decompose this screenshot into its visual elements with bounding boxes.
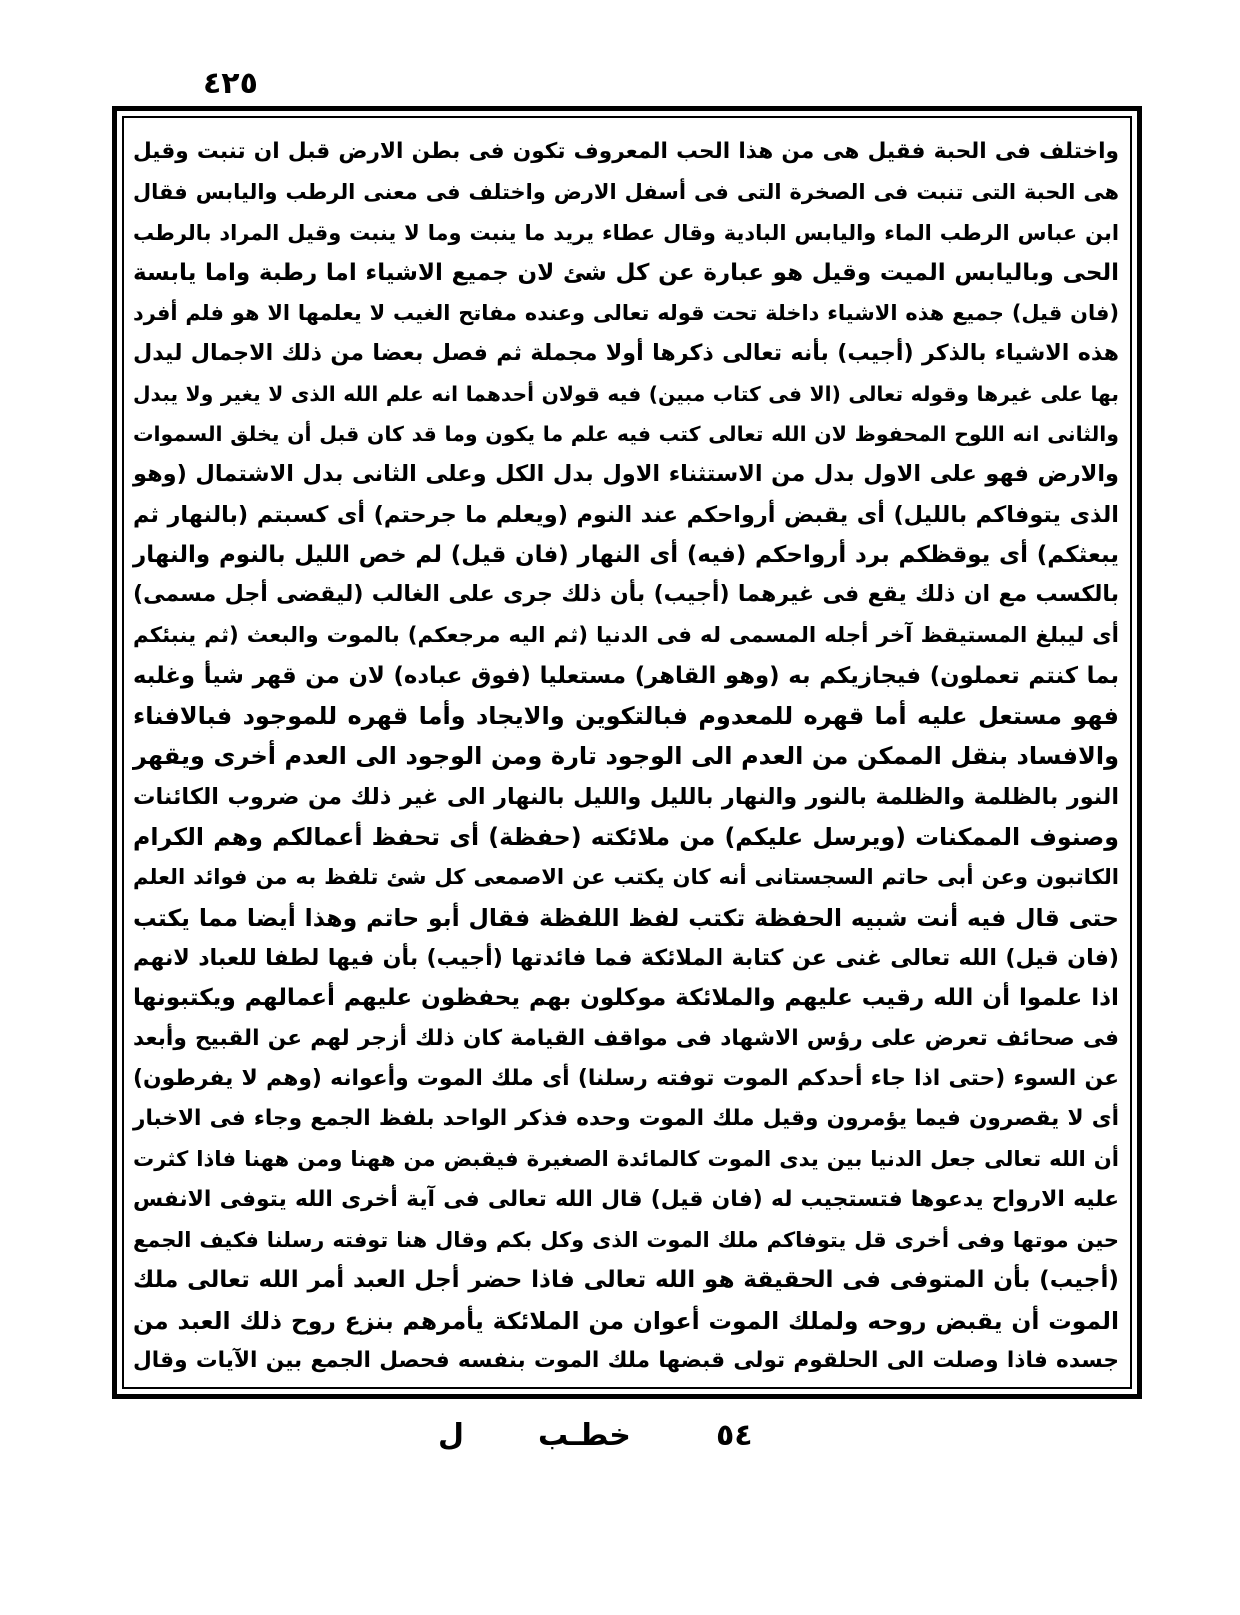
- text-line-content: حين موتها وفى أخرى قل يتوفاكم ملك الموت الذى وكل بكم وقال هنا توفته رسلنا فكيف الجمع: [133, 1228, 1119, 1253]
- text-line: [133, 1260, 1119, 1300]
- text-line: [133, 374, 1119, 414]
- text-line: [133, 454, 1119, 494]
- text-line: [133, 1059, 1119, 1099]
- text-line-content: والافساد بنقل الممكن من العدم الى الوجود تارة ومن الوجود الى العدم أخرى ويقهر: [133, 742, 1119, 771]
- text-line: [133, 616, 1119, 656]
- text-line: [133, 172, 1119, 212]
- text-line: [133, 1139, 1119, 1179]
- text-line: [133, 656, 1119, 696]
- text-line-content: الحى وباليابس الميت وقيل هو عبارة عن كل شئ لان جميع الاشياء اما رطبة واما يابسة: [133, 259, 1119, 286]
- text-line-content: (فان قيل) الله تعالى غنى عن كتابة الملائكة فما فائدتها (أجيب) بأن فيها لطفا للعباد لانهم: [133, 944, 1119, 971]
- text-line-content: أى ليبلغ المستيقظ آخر أجله المسمى له فى الدنيا (ثم اليه مرجعكم) بالموت والبعث (ثم ينبئكم: [133, 622, 1119, 648]
- text-line-content: حتى قال فيه أنت شبيه الحفظة تكتب لفظ اللفظة فقال أبو حاتم وهذا أيضا مما يكتب: [133, 903, 1119, 932]
- text-line: [133, 293, 1119, 333]
- text-line-content: اذا علموا أن الله رقيب عليهم والملائكة موكلون بهم يحفظون عليهم أعمالهم ويكتبونها: [133, 984, 1119, 1012]
- signature-letter: ل: [438, 1418, 465, 1453]
- text-line-content: والثانى انه اللوح المحفوظ لان الله تعالى كتب فيه علم ما يكون وما قد كان قبل أن يخلق السموات: [133, 422, 1119, 447]
- text-line: [133, 857, 1119, 897]
- text-line-content: أى لا يقصرون فيما يؤمرون وقيل ملك الموت وحده فذكر الواحد بلفظ الجمع وجاء فى الاخبار: [133, 1106, 1119, 1132]
- text-line-content: هذه الاشياء بالذكر (أجيب) بأنه تعالى ذكرها أولا مجملة ثم فصل بعضا من ذلك الاجمال ليدل: [133, 340, 1119, 367]
- text-line-content: وصنوف الممكنات (ويرسل عليكم) من ملائكته (حفظة) أى تحفظ أعمالكم وهم الكرام: [133, 823, 1119, 852]
- text-line: [133, 777, 1119, 817]
- text-line: [133, 1341, 1119, 1381]
- text-line-content: فى صحائف تعرض على رؤس الاشهاد فى مواقف القيامة كان ذلك أزجر لهم عن القبيح وأبعد: [133, 1025, 1119, 1051]
- text-line: [133, 1019, 1119, 1059]
- signature-word: خطـب: [538, 1418, 631, 1453]
- page-number: ٤٢٥: [203, 66, 258, 101]
- text-line-content: الموت أن يقبض روحه ولملك الموت أعوان من الملائكة يأمرهم بنزع روح ذلك العبد من: [133, 1306, 1119, 1335]
- text-line: [133, 736, 1119, 776]
- text-line-content: عليه الارواح يدعوها فتستجيب له (فان قيل) قال الله تعالى فى آية أخرى الله يتوفى الانفس: [133, 1186, 1119, 1212]
- text-line-content: (أجيب) بأن المتوفى فى الحقيقة هو الله تعالى فاذا حضر أجل العبد أمر الله تعالى ملك: [133, 1266, 1119, 1294]
- body-text: [133, 132, 1119, 1381]
- text-line: [133, 898, 1119, 938]
- text-line: [133, 333, 1119, 373]
- text-line: [133, 1180, 1119, 1220]
- text-line: [133, 978, 1119, 1018]
- text-line-content: (فان قيل) جميع هذه الاشياء داخلة تحت قوله تعالى وعنده مفاتح الغيب لا يعلمها الا هو فلم أفرد: [133, 301, 1119, 326]
- text-line-content: بالكسب مع ان ذلك يقع فى غيرهما (أجيب) بأن ذلك جرى على الغالب (ليقضى أجل مسمى): [133, 582, 1119, 608]
- text-line: [133, 495, 1119, 535]
- text-line: [133, 253, 1119, 293]
- text-line-content: ابن عباس الرطب الماء واليابس البادية وقال عطاء يريد ما ينبت وما لا ينبت وقيل المراد بالرطب: [133, 220, 1119, 245]
- text-line-content: فهو مستعل عليه أما قهره للمعدوم فبالتكوين والايجاد وأما قهره للموجود فبالافناء: [133, 702, 1119, 731]
- text-line-content: جسده فاذا وصلت الى الحلقوم تولى قبضها ملك الموت بنفسه فحصل الجمع بين الآيات وقال: [133, 1347, 1119, 1373]
- text-line: [133, 535, 1119, 575]
- text-line-content: والارض فهو على الاول بدل من الاستثناء الاول بدل الكل وعلى الثانى بدل الاشتمال (وهو: [133, 461, 1119, 488]
- text-line-content: عن السوء (حتى اذا جاء أحدكم الموت توفته رسلنا) أى ملك الموت وأعوانه (وهم لا يفرطون): [133, 1065, 1119, 1091]
- text-line: [133, 132, 1119, 172]
- text-line-content: هى الحبة التى تنبت فى الصخرة التى فى أسفل الارض واختلف فى معنى الرطب واليابس فقال: [133, 180, 1119, 205]
- text-line-content: الكاتبون وعن أبى حاتم السجستانى أنه كان يكتب عن الاصمعى كل شئ تلفظ به من فوائد العلم: [133, 864, 1119, 890]
- text-line: [133, 213, 1119, 253]
- text-line-content: واختلف فى الحبة فقيل هى من هذا الحب المعروف تكون فى بطن الارض قبل ان تنبت وقيل: [133, 139, 1119, 164]
- text-line: [133, 414, 1119, 454]
- text-line: [133, 1099, 1119, 1139]
- text-line-content: بما كنتم تعملون) فيجازيكم به (وهو القاهر) مستعليا (فوق عباده) لان من قهر شيأ وغلبه: [133, 662, 1119, 689]
- text-line: [133, 1220, 1119, 1260]
- text-line-content: النور بالظلمة والظلمة بالنور والنهار بالليل والليل بالنهار الى غير ذلك من ضروب الكائنات: [133, 783, 1119, 810]
- text-line-content: الذى يتوفاكم بالليل) أى يقبض أرواحكم عند النوم (ويعلم ما جرحتم) أى كسبتم (بالنهار ثم: [133, 501, 1119, 528]
- text-line-content: أن الله تعالى جعل الدنيا بين يدى الموت كالمائدة الصغيرة فيقبض من ههنا ومن ههنا فاذا كثرت: [133, 1146, 1119, 1172]
- text-line: [133, 575, 1119, 615]
- signature-number: ٥٤: [716, 1418, 753, 1453]
- text-line: [133, 938, 1119, 978]
- text-line: [133, 817, 1119, 857]
- text-line: [133, 696, 1119, 736]
- text-line: [133, 1301, 1119, 1341]
- text-line-content: يبعثكم) أى يوقظكم برد أرواحكم (فيه) أى النهار (فان قيل) لم خص الليل بالنوم والنهار: [133, 541, 1119, 568]
- text-line-content: بها على غيرها وقوله تعالى (الا فى كتاب مبين) فيه قولان أحدهما انه علم الله الذى لا يغير ولا يبدل: [133, 381, 1119, 406]
